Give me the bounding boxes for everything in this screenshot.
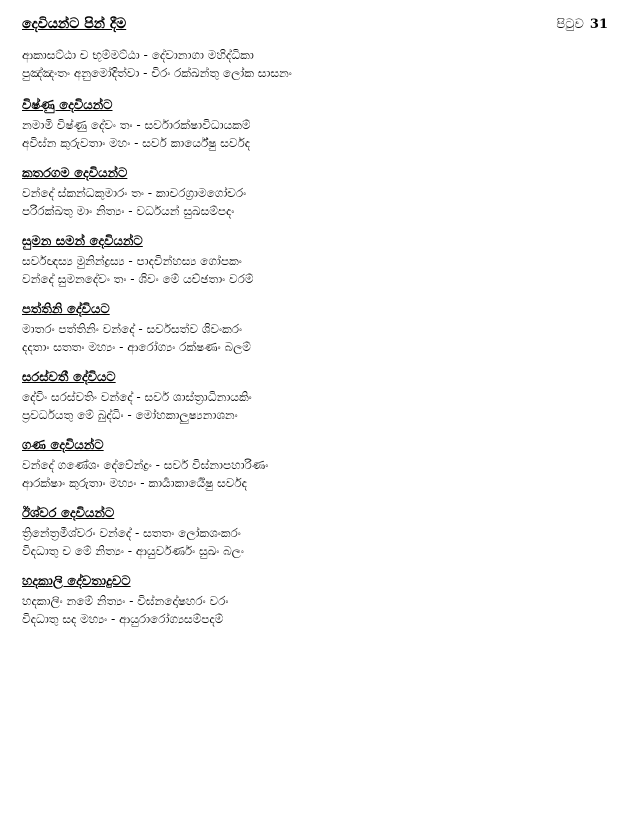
intro-line-2: පුඤ්ඤංතං අනුමෝදිත්වා - චිරං රක්ඛන්තු ලෝක සාසනං bbox=[22, 66, 292, 80]
verse-line: නමාමි විෂ්ණු දේවං තං - සර්වාරක්ෂාවිධායකම් bbox=[22, 118, 251, 132]
intro-verse bbox=[22, 46, 292, 82]
section-title: සරස්වතී දේවියට bbox=[22, 370, 116, 385]
verse-line: වන්දේ සුමනදේවං තං - ශිවං මේ යච්ඡතාං වරම් bbox=[22, 272, 254, 286]
verse-line: අවිඝ්න කුරුවතාං මහං - සර්ව කාර්යේෂු සර්වද bbox=[22, 136, 251, 150]
page-number-value: 31 bbox=[589, 17, 608, 32]
section-title: සුමන සමන් දෙවියන්ට bbox=[22, 234, 143, 249]
page-title: දෙවියන්ට පින් දීම bbox=[22, 16, 127, 32]
section-kataragama bbox=[22, 164, 622, 232]
verse-line: දදතාං සතතං මහ්‍යං - ආරෝග්‍යං රක්ෂණං බලම් bbox=[22, 340, 251, 354]
verse-line: ත්‍රිනේත්‍රමීශ්වරං වන්දේ - සතතං ලෝකශංකරං bbox=[22, 526, 241, 540]
verse-line: මාතරං පත්තිනිං වන්දේ - සර්වසත්ව ශිවංකරං bbox=[22, 322, 243, 336]
section-title: විෂ්ණු දෙවියන්ට bbox=[22, 98, 113, 113]
verse-line: පරිරක්ඛතු මාං නිත්‍යං - වර්ධයන් සුඛසම්පදං bbox=[22, 204, 235, 218]
section-title: කතරගම දෙවියන්ට bbox=[22, 166, 128, 181]
section-ishwara bbox=[22, 504, 622, 572]
section-bhadrakali bbox=[22, 572, 622, 640]
section-gana bbox=[22, 436, 622, 504]
verse-line: හදකාලිං නමේ නිත්‍යං - විඝ්නදෝෂහරං වරං bbox=[22, 594, 229, 608]
section-title: ඊශ්වර දෙවියන්ට bbox=[22, 506, 115, 521]
section-title: ගණ දෙවියන්ට bbox=[22, 438, 104, 453]
section-vishnu bbox=[22, 96, 622, 164]
verse-line: ප්‍රවර්ධයතු මේ බුද්ධිං - මෝහකාලුෂ්‍යනාශනං bbox=[22, 408, 238, 422]
verse-line: විදධාතු ච මේ නිත්‍යං - ආයුර්වර්ණං සුඛං බලං bbox=[22, 544, 244, 558]
verse-line: වන්දේ ස්කන්ධකුමාරං තං - කාචරග්‍රාමගෝචරං bbox=[22, 186, 247, 200]
section-saraswati bbox=[22, 368, 622, 436]
deity-sections bbox=[22, 96, 622, 640]
section-saman bbox=[22, 232, 622, 300]
verse-line: විදධාතු සද මහ්‍යං - ආයුරාරෝග්‍යසම්පදම් bbox=[22, 612, 224, 626]
intro-line-1: ආකාසට්ඨා ච භුම්මට්ඨා - දේවානාගා මහිද්ධිකා bbox=[22, 48, 254, 62]
page-number-label bbox=[556, 17, 608, 32]
page-label: පිටුව bbox=[556, 17, 584, 32]
verse-line: වන්දේ ගණේශං දේවේන්ද්‍රං - සර්ව විඝ්නාපහාරිණං bbox=[22, 458, 269, 472]
section-title: පත්තිනි දේවියට bbox=[22, 302, 110, 317]
section-pattini bbox=[22, 300, 622, 368]
verse-line: ආරක්ෂාං කුරුතාං මහ්‍යං - කාර්‍යාකාර්‍යේෂු සර්වද bbox=[22, 476, 247, 490]
verse-line: සර්වඥස්‍ය මුනින්ද්‍රස්‍ය - පාදචින්හස්‍ය ගෝපකං bbox=[22, 254, 242, 268]
verse-line: දේවිං සරස්වතිං වන්දේ - සර්ව ශාස්ත්‍රාධිනායකිං bbox=[22, 390, 252, 404]
section-title: හදකාලි දේවතාදුවට bbox=[22, 574, 131, 589]
